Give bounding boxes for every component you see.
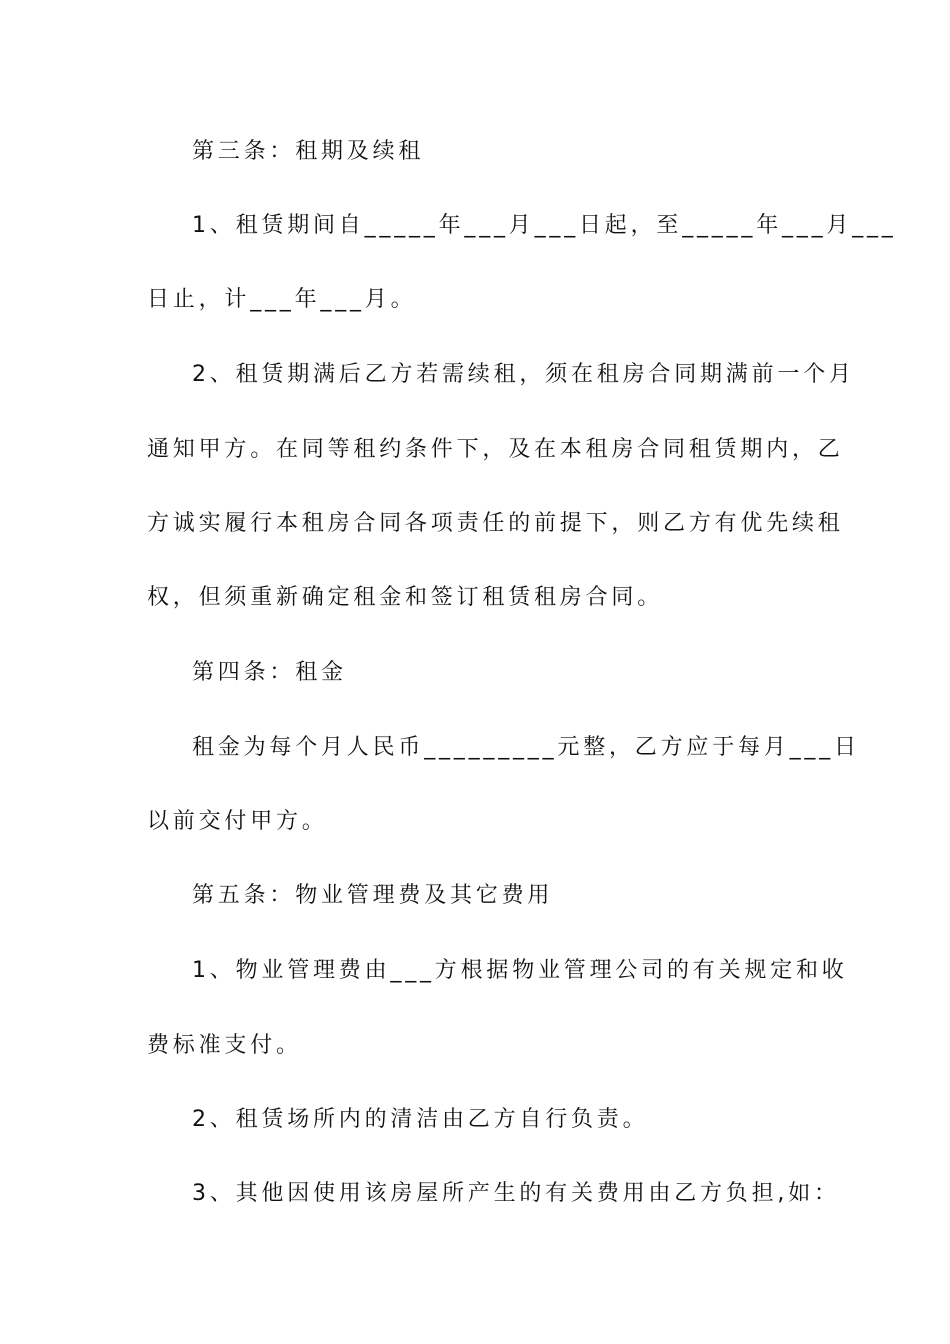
paragraph-line: 3、其他因使用该房屋所产生的有关费用由乙方负担,如： bbox=[192, 1181, 840, 1206]
paragraph-line: 费标准支付。 bbox=[147, 1033, 302, 1058]
paragraph-line: 权，但须重新确定租金和签订租赁租房合同。 bbox=[147, 585, 664, 610]
paragraph-line: 日止，计___年___月。 bbox=[147, 287, 417, 312]
paragraph-line: 1、物业管理费由___方根据物业管理公司的有关规定和收 bbox=[192, 958, 848, 983]
paragraph-line: 租金为每个月人民币_________元整，乙方应于每月___日 bbox=[192, 735, 860, 760]
paragraph-line: 1、租赁期间自_____年___月___日起，至_____年___月___ bbox=[192, 213, 897, 238]
paragraph-line: 以前交付甲方。 bbox=[147, 809, 328, 834]
article-3-heading: 第三条：租期及续租 bbox=[192, 139, 425, 164]
article-4-heading: 第四条：租金 bbox=[192, 660, 347, 685]
paragraph-line: 方诚实履行本租房合同各项责任的前提下，则乙方有优先续租 bbox=[147, 511, 844, 536]
article-5-heading: 第五条：物业管理费及其它费用 bbox=[192, 883, 554, 908]
paragraph-line: 2、租赁场所内的清洁由乙方自行负责。 bbox=[192, 1107, 649, 1132]
paragraph-line: 2、租赁期满后乙方若需续租，须在租房合同期满前一个月 bbox=[192, 362, 855, 387]
paragraph-line: 通知甲方。在同等租约条件下，及在本租房合同租赁期内，乙 bbox=[147, 437, 844, 462]
